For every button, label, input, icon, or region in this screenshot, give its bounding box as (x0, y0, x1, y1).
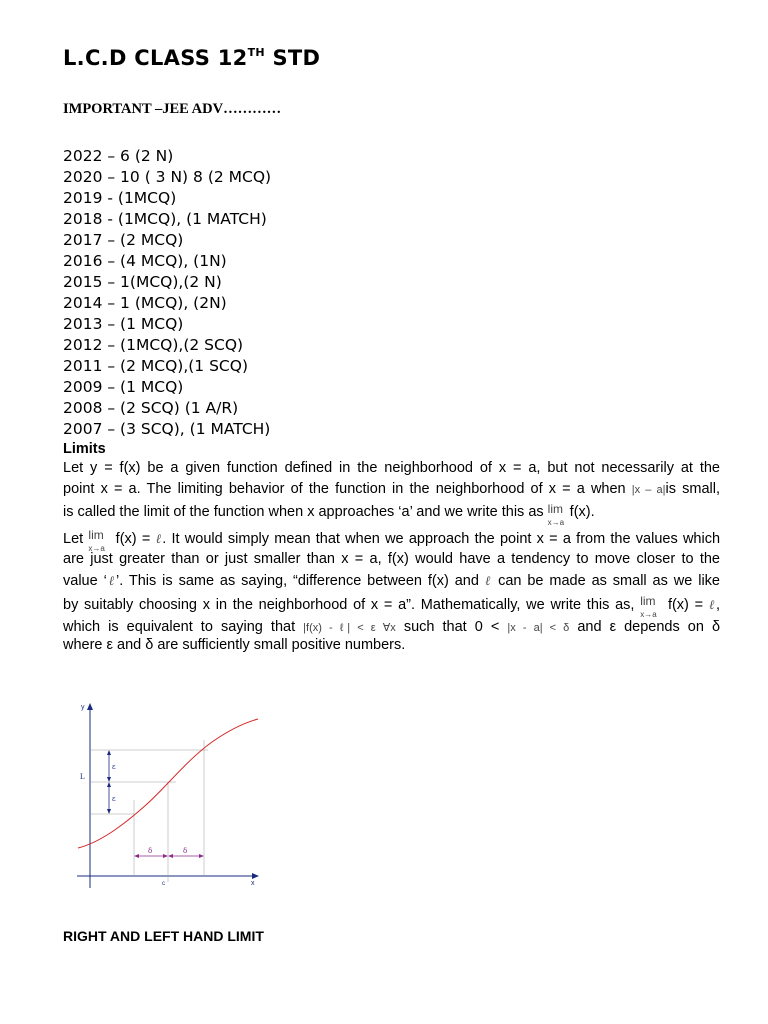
epsilon-condition: |f(x) - ℓ| < ε ∀x (303, 622, 396, 634)
year-item: 2013 – (1 MCQ) (63, 315, 184, 333)
limits-heading: Limits (63, 441, 106, 457)
delta-label: δ (148, 847, 153, 855)
ell-symbol: ℓ (484, 573, 493, 588)
ell-symbol: ℓ (155, 531, 163, 546)
year-item: 2017 – (2 MCQ) (63, 231, 184, 249)
year-item: 2019 - (1MCQ) (63, 189, 177, 207)
x-axis-arrow-icon (252, 873, 259, 879)
delta-label: δ (183, 847, 188, 855)
year-item: 2020 – 10 ( 3 N) 8 (2 MCQ) (63, 168, 272, 186)
delta-condition: |x - a| < δ (507, 622, 570, 634)
year-item: 2012 – (1MCQ),(2 SCQ) (63, 336, 244, 354)
arrow-left-icon (134, 854, 139, 858)
paragraph-line: which is equivalent to saying that |f(x) - ℓ| < ε ∀x such that 0 < |x - a| < δ and ε depends on δ (63, 619, 721, 635)
limits-paragraph-1 (63, 458, 720, 527)
L-label: L (80, 772, 85, 781)
year-item: 2009 – (1 MCQ) (63, 378, 184, 396)
limit-symbol: lim x→a (88, 528, 105, 553)
paragraph-line: Let y = f(x) be a given function defined in the neighborhood of x = a, but not necessarily at the (63, 460, 720, 476)
limit-diagram (72, 700, 262, 890)
x-axis-label: x (251, 880, 255, 887)
paragraph-line: are just greater than or just smaller than x = a, f(x) would have a tendency to move closer to the (63, 551, 720, 567)
year-item: 2022 – 6 (2 N) (63, 147, 174, 165)
c-label: c (162, 881, 165, 887)
paragraph-line: by suitably choosing x in the neighborhood of x = a”. Mathematically, we write this as, lim x→a f(x) = ℓ, (63, 594, 721, 619)
year-item: 2015 – 1(MCQ),(2 N) (63, 273, 222, 291)
paragraph-line: value ‘ℓ’. This is same as saying, “difference between f(x) and ℓ can be made as small as we like (63, 573, 720, 589)
ell-symbol: ℓ (106, 573, 116, 588)
limit-symbol: lim x→a (547, 502, 565, 527)
limits-paragraph-2 (63, 528, 720, 656)
arrow-down-icon (107, 809, 111, 814)
year-item: 2007 – (3 SCQ), (1 MATCH) (63, 420, 271, 438)
right-left-limit-heading: RIGHT AND LEFT HAND LIMIT (63, 928, 264, 944)
arrow-right-icon (199, 854, 204, 858)
arrow-up-icon (107, 750, 111, 755)
year-item: 2018 - (1MCQ), (1 MATCH) (63, 210, 267, 228)
y-axis-label: y (81, 704, 85, 711)
limit-symbol: lim x→a (640, 594, 657, 619)
year-item: 2011 – (2 MCQ),(1 SCQ) (63, 357, 249, 375)
arrow-down-icon (107, 777, 111, 782)
paragraph-line: where ε and δ are sufficiently small positive numbers. (63, 637, 406, 653)
year-item: 2014 – 1 (MCQ), (2N) (63, 294, 227, 312)
page-title: L.C.D CLASS 12TH STD (63, 46, 321, 70)
paragraph-line: Let lim x→a f(x) = ℓ. It would simply mean that when we approach the point x = a from the values which (63, 528, 721, 553)
abs-expression: |x – a| (631, 484, 666, 496)
paragraph-line: point x = a. The limiting behavior of the function in the neighborhood of x = a when |x – a|is small, (63, 481, 720, 497)
arrow-up-icon (107, 782, 111, 787)
y-axis-arrow-icon (87, 703, 93, 710)
paragraph-line: is called the limit of the function when x approaches ‘a’ and we write this as lim x→a f(x). (63, 502, 595, 527)
epsilon-label: ε (112, 795, 116, 803)
page-subtitle: IMPORTANT –JEE ADV………… (63, 101, 282, 117)
arrow-right-icon (163, 854, 168, 858)
epsilon-label: ε (112, 763, 116, 771)
year-item: 2016 – (4 MCQ), (1N) (63, 252, 227, 270)
year-item: 2008 – (2 SCQ) (1 A/R) (63, 399, 239, 417)
ell-symbol: ℓ (708, 597, 716, 612)
arrow-left-icon (168, 854, 173, 858)
year-list (63, 146, 271, 440)
